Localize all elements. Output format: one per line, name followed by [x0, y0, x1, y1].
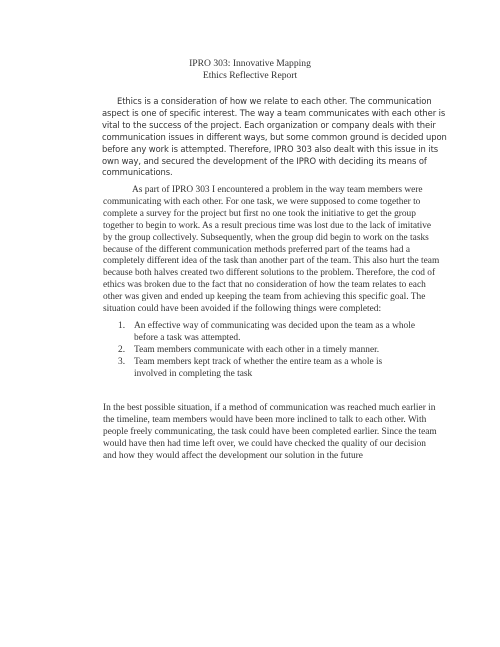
paragraph-line: completely different idea of the task than another part of the team. This also hurt the team — [103, 256, 440, 267]
numbered-list — [118, 321, 415, 381]
paragraph-line: ethics was broken due to the fact that no consideration of how the team relates to each — [103, 280, 426, 291]
paragraph-ethics-intro — [102, 96, 447, 179]
list-item-line: involved in completing the task — [134, 368, 253, 379]
list-item-number: 2. — [118, 344, 126, 355]
list-item-number: 1. — [118, 321, 126, 331]
list-item — [118, 357, 415, 381]
paragraph-line: vital to the success of the project. Each organization or company deals with their — [102, 119, 436, 130]
paragraph-line: communicating with each other. For one task, we were supposed to come together to — [103, 196, 421, 207]
list-item — [118, 321, 415, 345]
list-item-line: Team members kept track of whether the entire team as a whole is — [134, 356, 383, 367]
title-line-course: IPRO 303: Innovative Mapping — [189, 58, 311, 69]
paragraph-line: before any work is attempted. Therefore, IPRO 303 also dealt with this issue in its — [102, 143, 439, 154]
paragraph-line: by the group collectively. Subsequently, when the group did begin to work on the tasks — [103, 232, 429, 243]
paragraph-line: Ethics is a consideration of how we relate to each other. The communication — [117, 96, 432, 106]
paragraph-line: own way, and secured the development of the IPRO with deciding its means of — [102, 155, 427, 166]
paragraph-line: communication issues in different ways, but some common ground is decided upon — [102, 131, 447, 142]
paragraph-line: aspect is one of specific interest. The way a team communicates with each other is — [102, 107, 446, 118]
paragraph-line: and how they would affect the development our solution in the future — [103, 450, 363, 461]
list-item-number: 3. — [118, 356, 126, 367]
document-title — [0, 58, 500, 82]
list-item-line: An effective way of communicating was decided upon the team as a whole — [134, 321, 415, 331]
title-line-report: Ethics Reflective Report — [202, 70, 298, 81]
list-item-line: before a task was attempted. — [134, 332, 241, 343]
paragraph-line: people freely communicating, the task could have been completed earlier. Since the team — [103, 426, 437, 437]
list-item — [118, 345, 415, 357]
paragraph-conclusion — [103, 403, 437, 463]
paragraph-line: As part of IPRO 303 I encountered a problem in the way team members were — [132, 185, 423, 195]
paragraph-line: situation could have been avoided if the following things were completed: — [103, 304, 382, 315]
paragraph-line: other was given and ended up keeping the team from achieving this specific goal. The — [103, 292, 426, 303]
paragraph-line: complete a survey for the project but first no one took the initiative to get the group — [103, 208, 416, 219]
paragraph-line: because both halves created two different solutions to the problem. Therefore, the cod of — [103, 268, 436, 279]
paragraph-line: the timeline, team members would have been more inclined to talk to each other. With — [103, 414, 427, 425]
list-item-line: Team members communicate with each other in a timely manner. — [134, 344, 380, 355]
paragraph-line: because of the different communication methods preferred part of the teams had a — [103, 244, 410, 255]
paragraph-line: communications. — [102, 167, 173, 178]
paragraph-line: together to begin to work. As a result precious time was lost due to the lack of imitative — [103, 220, 432, 231]
paragraph-line: would have then had time left over, we could have checked the quality of our decision — [103, 438, 426, 449]
paragraph-problem — [103, 185, 439, 316]
paragraph-line: In the best possible situation, if a method of communication was reached much earlier in — [103, 403, 436, 413]
